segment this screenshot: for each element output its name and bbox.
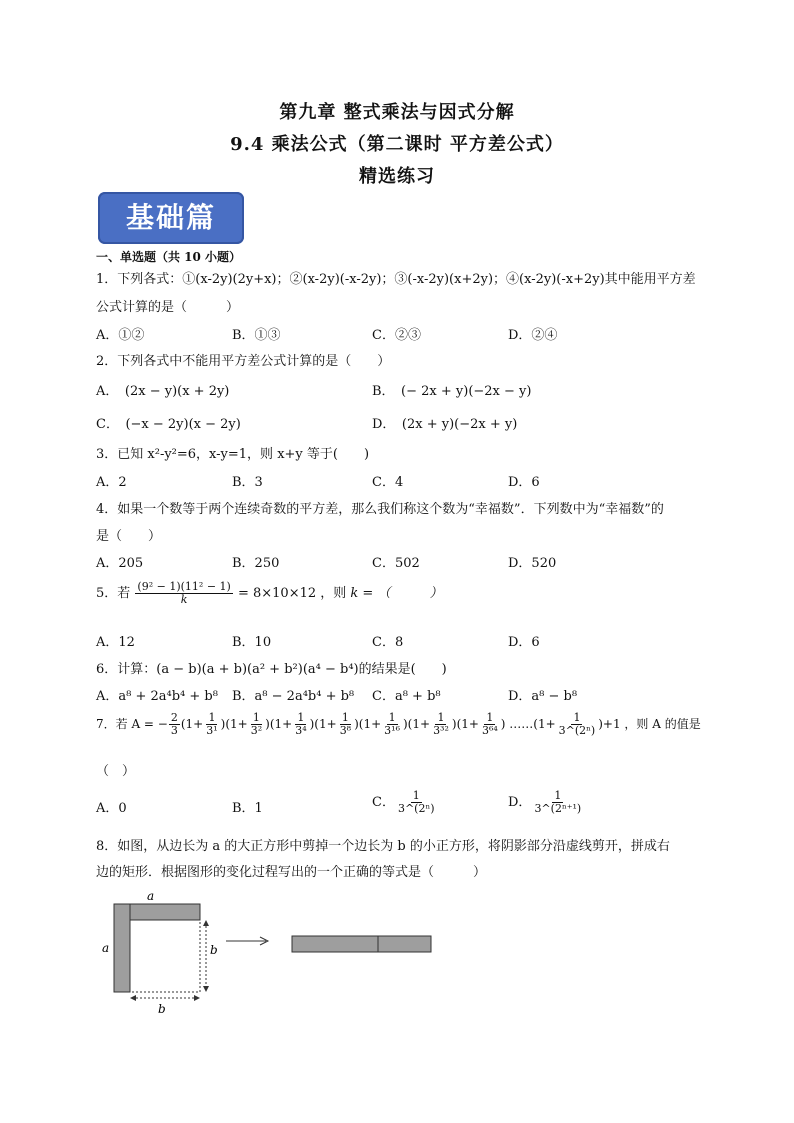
q3-stem: 3．已知 x²-y²=6，x-y=1，则 x+y 等于( ) xyxy=(96,447,370,462)
q7-stem: 7．若 A = − $\frac{2}{3}$ (1+ $\frac{1}{\text{3¹}}$ )(1+ $\frac{1}{\text{3²}}$ )(1+ $\frac{1}{\text{3⁴}}$ )(1+ $\frac{1}{\text{3⁸}}$ )(1+ $\frac{1}{\text{3¹⁶}}$ )(1+ $\frac{1}{\text{3³²}}$ )(1+ $\frac{1}{\text{3⁶⁴}}$ ) ……(1+ $\frac{1}{\text{3\textasciicircum{}(2ⁿ)}}$ )+1 ，则 A 的值是 xyxy=(96,711,701,737)
q8-stem: 8．如图，从边长为 a 的大正方形中剪掉一个边长为 b 的小正方形，将阴影部分沿虚线剪开，拼成右 xyxy=(96,839,670,854)
q4-option-c[interactable]: C．502 xyxy=(372,556,420,571)
q1-option-a[interactable]: A．①② xyxy=(96,328,145,343)
level-badge: 基础篇 xyxy=(98,192,244,244)
q1-stem-cont: 公式计算的是（ ） xyxy=(96,300,240,315)
small-square xyxy=(130,920,200,992)
q2-option-c[interactable]: C． (−x − 2y)(x − 2y) xyxy=(96,417,241,432)
q2-option-b[interactable]: B． (− 2x + y)(−2x − y) xyxy=(372,384,532,399)
q5-denominator: k xyxy=(180,593,188,606)
q6-option-d[interactable]: D．a⁸ − b⁸ xyxy=(508,689,578,704)
q3-option-b[interactable]: B．3 xyxy=(232,475,263,490)
q7-option-a[interactable]: A．0 xyxy=(96,801,127,816)
q7-last-den: 3^(2ⁿ) xyxy=(558,724,596,737)
arrow-up-icon xyxy=(203,920,209,926)
q5-stem xyxy=(96,581,442,606)
q1-option-b[interactable]: B．①③ xyxy=(232,328,281,343)
q7-option-d-label: D． xyxy=(508,795,532,810)
q1-option-c[interactable]: C．②③ xyxy=(372,328,421,343)
q4-option-b[interactable]: B．250 xyxy=(232,556,280,571)
label-b-right: b xyxy=(210,943,218,957)
q4-stem: 4．如果一个数等于两个连续奇数的平方差，那么我们称这个数为“幸福数”．下列数中为“幸福数”的 xyxy=(96,502,664,517)
q6-option-b[interactable]: B．a⁸ − 2a⁴b⁴ + b⁸ xyxy=(232,689,355,704)
q8-figure xyxy=(96,890,446,1015)
q7-term-4: 3⁸ xyxy=(339,724,352,737)
q7-prefix: 7．若 A = − xyxy=(96,717,168,731)
q6-stem: 6．计算：(a − b)(a + b)(a² + b²)(a⁴ − b⁴)的结果是( ) xyxy=(96,662,447,677)
q6-option-c[interactable]: C．a⁸ + b⁸ xyxy=(372,689,441,704)
q4-option-a[interactable]: A．205 xyxy=(96,556,144,571)
q7-term-5: 3¹⁶ xyxy=(384,724,400,737)
q4-stem-cont: 是（ ） xyxy=(96,529,162,544)
q2-stem: 2．下列各式中不能用平方差公式计算的是（ ） xyxy=(96,354,391,369)
q7-coef-den: 3 xyxy=(170,724,178,737)
result-rect-left xyxy=(292,936,378,952)
lesson-title: 9.4 乘法公式（第二课时 平方差公式） xyxy=(230,134,564,155)
q5-option-d[interactable]: D．6 xyxy=(508,635,540,650)
q7-option-d-den: 3^(2ⁿ⁺¹) xyxy=(534,802,582,815)
q6-option-a[interactable]: A．a⁸ + 2a⁴b⁴ + b⁸ xyxy=(96,689,218,704)
q7-term-2: 3² xyxy=(250,724,263,737)
arrow-right-icon xyxy=(194,995,200,1001)
q5-option-c[interactable]: C．8 xyxy=(372,635,404,650)
q2-option-a[interactable]: A． (2x − y)(x + 2y) xyxy=(96,384,230,399)
q3-option-c[interactable]: C．4 xyxy=(372,475,404,490)
chapter-title: 第九章 整式乘法与因式分解 xyxy=(279,102,515,123)
q3-option-a[interactable]: A．2 xyxy=(96,475,127,490)
label-b-bottom: b xyxy=(158,1002,166,1015)
q8-stem-cont: 边的矩形．根据图形的变化过程写出的一个正确的等式是（ ） xyxy=(96,865,487,880)
q5-option-b[interactable]: B．10 xyxy=(232,635,272,650)
q5-tail: k = （ ） xyxy=(350,586,443,601)
q2-option-d[interactable]: D． (2x + y)(−2x + y) xyxy=(372,417,518,432)
q5-fraction xyxy=(135,581,232,606)
q7-option-c[interactable]: C． $\frac{1}{\text{3\textasciicircum{}(2ⁿ)}}$ xyxy=(372,789,435,815)
q1-option-d[interactable]: D．②④ xyxy=(508,328,558,343)
q7-term-7: 3⁶⁴ xyxy=(481,724,498,737)
arrow-left-icon xyxy=(130,995,136,1001)
q5-option-a[interactable]: A．12 xyxy=(96,635,135,650)
q5-numerator: (9² − 1)(11² − 1) xyxy=(137,580,231,593)
q5-prefix: 5．若 xyxy=(96,586,131,601)
q7-term-6: 3³² xyxy=(433,724,449,737)
q4-option-d[interactable]: D．520 xyxy=(508,556,557,571)
arrow-down-icon xyxy=(203,986,209,992)
q7-option-c-den: 3^(2ⁿ) xyxy=(397,802,435,815)
q7-term-1: 3¹ xyxy=(206,724,218,737)
q7-option-b[interactable]: B．1 xyxy=(232,801,263,816)
result-rect-right xyxy=(378,936,431,952)
q1-stem: 1．下列各式：①(x-2y)(2y+x)；②(x-2y)(-x-2y)；③(-x-2y)(x+2y)；④(x-2y)(-x+2y)其中能用平方差 xyxy=(96,272,696,287)
subtitle: 精选练习 xyxy=(359,166,435,187)
q7-option-c-label: C． xyxy=(372,795,395,810)
q7-dots: …… xyxy=(509,717,534,731)
section-heading: 一、单选题（共 10 小题） xyxy=(96,250,242,264)
q7-option-d[interactable]: D． $\frac{1}{\text{3\textasciicircum{}(2ⁿ⁺¹)}}$ xyxy=(508,789,582,815)
shade-left-strip xyxy=(114,904,130,992)
q7-paren: （ ） xyxy=(96,764,136,779)
label-a-top: a xyxy=(147,890,155,903)
q7-term-3: 3⁴ xyxy=(295,724,307,737)
label-a-left: a xyxy=(102,941,110,955)
q5-rhs: = 8×10×12 ，则 xyxy=(237,586,347,601)
q7-tail: +1 ，则 A 的值是 xyxy=(602,717,701,731)
q3-option-d[interactable]: D．6 xyxy=(508,475,540,490)
q7-coef-num: 2 xyxy=(170,711,178,724)
